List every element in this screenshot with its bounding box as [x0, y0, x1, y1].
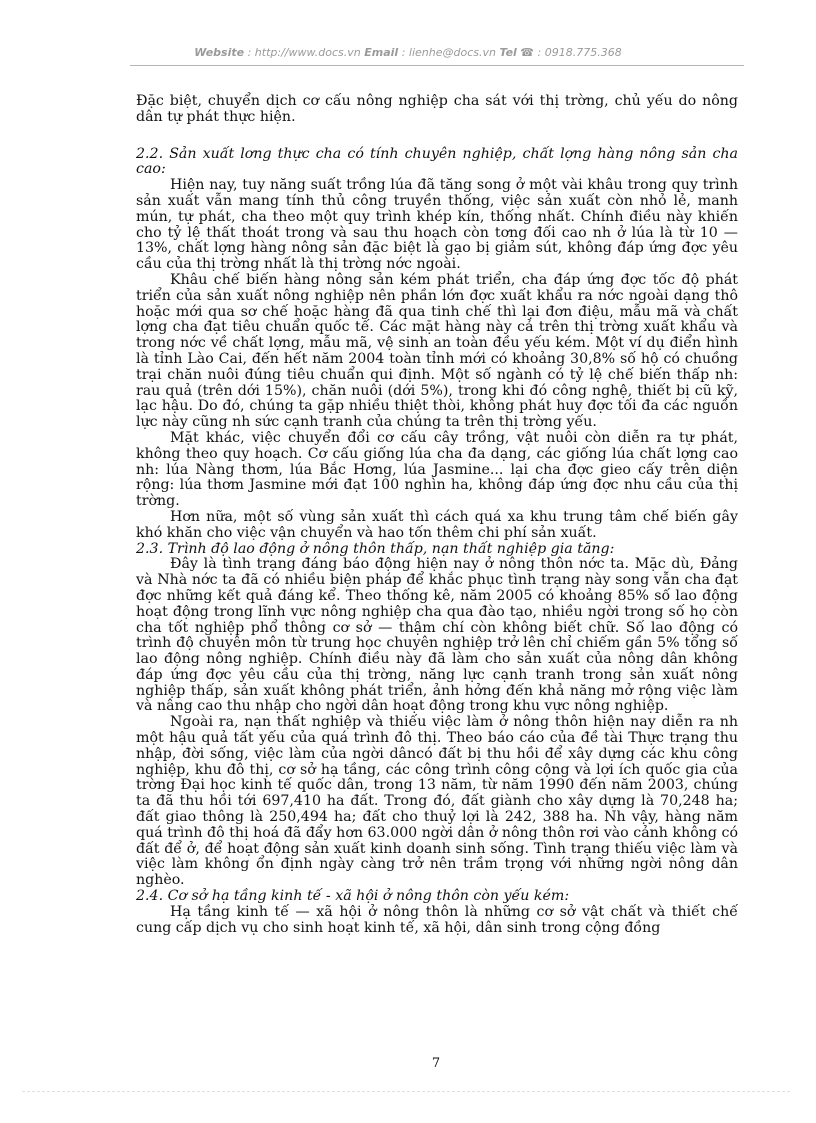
page-header	[0, 46, 816, 59]
heading-2-3: 2.3. Trình độ lao động ở nông thôn thấp, nạn thất nghiệp gia tăng:	[136, 540, 615, 557]
page-number: 7	[431, 1056, 441, 1071]
heading-2-4: 2.4. Cơ sở hạ tầng kinh tế - xã hội ở nông thôn còn yếu kém:	[136, 888, 570, 905]
footer-divider	[22, 1091, 790, 1092]
paragraph-2-2-b: Khâu chế biến hàng nông sản kém phát triển, cha đáp ứng đợc tốc độ phát triển của sản xuất nông nghiệp nên phần lớn đợc xuất khẩu ra nớc ngoài dạng thô hoặc mới qua sơ chế hoặc hàng đã qua tinh chế thì lại đơn điệu, mẫu mã và chất lợng cha đạt tiêu chuẩn quốc tế. Các mặt hàng này cả trên thị trờng xuất khẩu và trong nớc về chất lợng, mẫu mã, vệ sinh an toàn đều yếu kém. Một ví dụ điển hình là tỉnh Lào Cai, đến hết năm 2004 toàn tỉnh mới có khoảng 30,8% số hộ có chuồng trại chăn nuôi đúng tiêu chuẩn qui định. Một số ngành có tỷ lệ chế biến thấp nh: rau quả (trên dới 15%), chăn nuôi (dới 5%), trong khi đó công nghệ, thiết bị cũ kỹ, lạc hậu. Do đó, chúng ta gặp nhiều thiệt thòi, không phát huy đợc tối đa các nguồn lực này cũng nh sức cạnh tranh của chúng ta trên thị trờng yếu.	[136, 271, 738, 431]
email-value: : lienhe@docs.vn	[398, 46, 500, 59]
paragraph-2-2-d: Hơn nữa, một số vùng sản xuất thì cách quá xa khu trung tâm chế biến gây khó khăn cho việc vận chuyển và hao tốn thêm chi phí sản xuất.	[136, 508, 738, 541]
paragraph-2-2-c: Mặt khác, việc chuyển đổi cơ cấu cây trồng, vật nuôi còn diễn ra tự phát, không theo quy hoạch. Cơ cấu giống lúa cha đa dạng, các giống lúa chất lợng cao nh: lúa Nàng thơm, lúa Bắc Hơng, lúa Jasmine... lại cha đợc gieo cấy trên diện rộng: lúa thơm Jasmine mới đạt 100 nghìn ha, không đáp ứng đợc nhu cầu của thị trờng.	[136, 429, 738, 510]
paragraph-2-2-a: Hiện nay, tuy năng suất trồng lúa đã tăng song ở một vài khâu trong quy trình sản xuất vẫn mang tính thủ công truyền thống, việc sản xuất còn nhỏ lẻ, manh mún, tự phát, cha theo một quy trình khép kín, thống nhất. Chính điều này khiến cho tỷ lệ thất thoát trong và sau thu hoạch còn tơng đối cao nh ở lúa là từ 10 — 13%, chất lợng hàng nông sản đặc biệt là gạo bị giảm sút, không đáp ứng đợc yêu cầu của thị trờng nhất là thị trờng nớc ngoài.	[136, 177, 738, 273]
paragraph-2-4-a: Hạ tầng kinh tế — xã hội ở nông thôn là những cơ sở vật chất và thiết chế cung cấp dịch vụ cho sinh hoạt kinh tế, xã hội, dân sinh trong cộng đồng	[136, 903, 738, 936]
heading-2-2: 2.2. Sản xuất lơng thực cha có tính chuyên nghiệp, chất lợng hàng nông sản cha cao:	[136, 145, 738, 178]
tel-label: Tel	[499, 46, 517, 59]
tel-value: ☎ : 0918.775.368	[516, 46, 622, 59]
email-label: Email	[364, 46, 399, 59]
paragraph-2-3-b: Ngoài ra, nạn thất nghiệp và thiếu việc làm ở nông thôn hiện nay diễn ra nh một hậu quả tất yếu của quá trình đô thị. Theo báo cáo của đề tài Thực trạng thu nhập, đời sống, việc làm của ngời dâncó đất bị thu hồi để xây dựng các khu công nghiệp, khu đô thị, cơ sở hạ tầng, các công trình công cộng và lợi ích quốc gia của trờng Đại học kinh tế quốc dân, trong 13 năm, từ năm 1990 đến năm 2003, chúng ta đã thu hồi tới 697,410 ha đất. Trong đó, đất giành cho xây dựng là 70,248 ha; đất giao thông là 250,494 ha; đất cho thuỷ lợi là 242, 388 ha. Nh vậy, hàng năm quá trình đô thị hoá đã đẩy hơn 63.000 ngời dân ở nông thôn rơi vào cảnh không có đất để ở, để hoạt động sản xuất kinh doanh sinh sống. Tình trạng thiếu việc làm và việc làm không ổn định ngày càng trở nên trầm trọng với những ngời nông dân nghèo.	[136, 714, 738, 889]
website-label: Website	[194, 46, 245, 59]
document-body	[136, 94, 738, 936]
header-divider	[130, 65, 744, 66]
website-value: : http://www.docs.vn	[244, 46, 365, 59]
intro-paragraph: Đặc biệt, chuyển dịch cơ cấu nông nghiệp cha sát với thị trờng, chủ yếu do nông dân tự phát thực hiện.	[136, 93, 738, 125]
section-spacer	[136, 126, 738, 147]
paragraph-2-3-a: Đây là tình trạng đáng báo động hiện nay ở nông thôn nớc ta. Mặc dù, Đảng và Nhà nớc ta đã có nhiều biện pháp để khắc phục tình trạng này song vẫn cha đạt đợc những kết quả đáng kể. Theo thống kê, năm 2005 có khoảng 85% số lao động hoạt động trong lĩnh vực nông nghiệp cha qua đào tạo, nhiều ngời trong số họ còn cha tốt nghiệp phổ thông cơ sở — thậm chí còn không biết chữ. Số lao động có trình độ chuyên môn từ trung học chuyên nghiệp trở lên chỉ chiếm gần 5% tổng số lao động nông nghiệp. Chính điều này đã làm cho sản xuất của nông dân không đáp ứng đợc yêu cầu của thị trờng, năng lực cạnh tranh trong sản xuất nông nghiệp thấp, sản xuất không phát triển, ảnh hởng đến khả năng mở rộng việc làm và nâng cao thu nhập cho ngời dân hoạt động trong khu vực nông nghiệp.	[136, 556, 738, 715]
